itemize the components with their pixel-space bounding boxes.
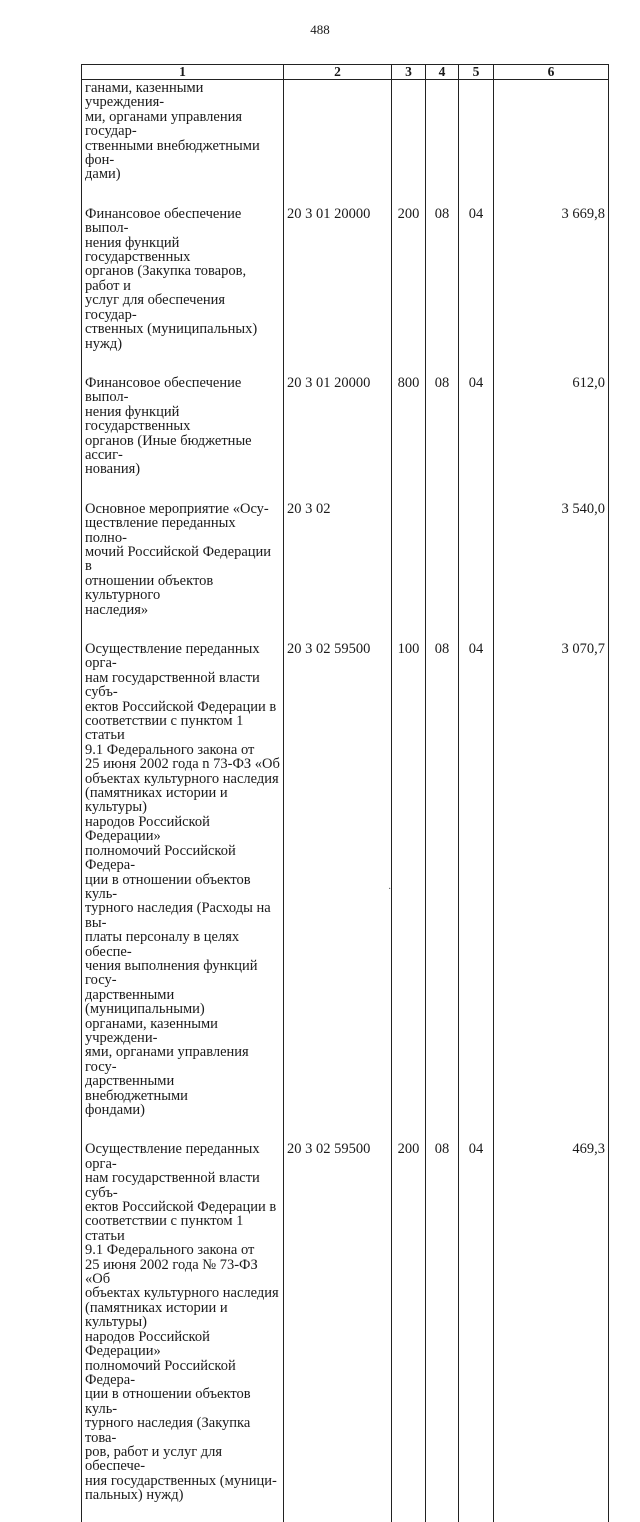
row-name-line: Осуществление переданных орга-: [85, 1141, 260, 1172]
header-cell: 5: [459, 65, 494, 80]
row-name-line: ганами, казенными учреждения-: [85, 80, 204, 111]
row-name-line: ществление переданных полно-: [85, 515, 236, 546]
row-name-line: нам государственной власти субъ-: [85, 1170, 260, 1201]
row-name-line: дарственными внебюджетными: [85, 1073, 188, 1104]
row-name-line: мочий Российской Федерации в: [85, 543, 272, 575]
row-amount: 612,0: [494, 370, 609, 496]
table-row: [82, 201, 609, 370]
row-name-line: ственных (муниципальных) нужд): [85, 321, 258, 352]
row-name-line: ями, органами управления госу-: [85, 1044, 249, 1075]
row-name-line: Финансовое обеспечение выпол-: [85, 205, 242, 237]
header-cell: 2: [284, 65, 392, 80]
scan-mark: ·: [388, 884, 392, 895]
row-name-line: наследия»: [85, 601, 149, 618]
row-name-line: соответствии с пунктом 1 статьи: [85, 1213, 244, 1244]
row-col5: 04: [459, 201, 494, 370]
row-name-line: нования): [85, 461, 141, 478]
row-col4: 08: [426, 636, 459, 1136]
page-number: 488: [310, 22, 330, 37]
row-name-line: ции в отношении объектов куль-: [85, 1386, 251, 1417]
row-name-line: ственными внебюджетными фон-: [85, 137, 260, 169]
row-col4: [426, 80, 459, 201]
budget-table: [81, 64, 609, 1522]
row-name-line: фондами): [85, 1102, 145, 1118]
row-code: 20 3 02 59500: [284, 636, 392, 1136]
table-row: [82, 496, 609, 636]
row-amount: 3 540,0: [494, 496, 609, 636]
row-name: [82, 80, 284, 201]
row-name-line: народов Российской Федерации»: [85, 813, 210, 845]
row-col3: 100: [392, 636, 426, 1136]
row-name-line: 25 июня 2002 года № 73-ФЗ «Об: [85, 1256, 258, 1288]
table-row: [82, 370, 609, 496]
row-name-line: отношении объектов культурного: [85, 572, 214, 604]
row-col4: 08: [426, 1136, 459, 1521]
row-col5: 04: [459, 370, 494, 496]
row-amount: [494, 80, 609, 201]
row-name-line: Финансовое обеспечение выпол-: [85, 374, 242, 406]
row-name-line: дами): [85, 166, 121, 183]
row-amount: 469,3: [494, 1136, 609, 1521]
row-name-line: нам государственной власти субъ-: [85, 669, 260, 701]
table-row: [82, 1136, 609, 1521]
row-name-line: 9.1 Федерального закона от: [85, 1242, 255, 1259]
row-name-line: турного наследия (Расходы на вы-: [85, 900, 271, 931]
row-name-line: турного наследия (Закупка това-: [85, 1415, 251, 1446]
table-row: [82, 80, 609, 201]
row-col5: 04: [459, 1136, 494, 1521]
row-name-line: платы персоналу в целях обеспе-: [85, 929, 240, 960]
header-cell: 3: [392, 65, 426, 80]
table-row: [82, 636, 609, 1136]
row-col3: [392, 496, 426, 636]
row-name-line: дарственными (муниципальными): [85, 986, 205, 1018]
row-amount: 3 070,7: [494, 636, 609, 1136]
row-col4: 08: [426, 370, 459, 496]
row-name-line: пальных) нужд): [85, 1487, 184, 1504]
row-name-line: услуг для обеспечения государ-: [85, 292, 226, 323]
row-name-line: объектах культурного наследия: [85, 770, 279, 787]
row-name-line: 9.1 Федерального закона от: [85, 741, 255, 758]
header-row: [82, 65, 609, 80]
row-code: 20 3 02: [284, 496, 392, 636]
row-name-line: ектов Российской Федерации в: [85, 698, 277, 715]
row-name-line: (памятниках истории и культуры): [85, 1299, 228, 1331]
header-cell: 6: [494, 65, 609, 80]
row-name-line: органами, казенными учреждени-: [85, 1015, 218, 1046]
row-col5: 04: [459, 636, 494, 1136]
row-name-line: полномочий Российской Федера-: [85, 1357, 236, 1388]
row-col5: [459, 496, 494, 636]
row-name-line: нения функций государственных: [85, 234, 191, 266]
row-name-line: Осуществление переданных орга-: [85, 641, 260, 672]
row-amount: 3 669,8: [494, 201, 609, 370]
row-name: [82, 1136, 284, 1521]
row-name-line: соответствии с пунктом 1 статьи: [85, 713, 244, 744]
row-col3: 200: [392, 1136, 426, 1521]
row-name: [82, 496, 284, 636]
row-col3: 800: [392, 370, 426, 496]
row-col4: [426, 496, 459, 636]
row-name-line: ми, органами управления государ-: [85, 108, 243, 140]
row-name: [82, 201, 284, 370]
row-name-line: органов (Закупка товаров, работ и: [85, 263, 247, 294]
row-name-line: народов Российской Федерации»: [85, 1328, 210, 1360]
row-name-line: ектов Российской Федерации в: [85, 1199, 277, 1216]
row-name-line: Основное мероприятие «Осу-: [85, 500, 269, 517]
row-name-line: (памятниках истории и культуры): [85, 785, 228, 816]
row-code: [284, 80, 392, 201]
row-name-line: органов (Иные бюджетные ассиг-: [85, 432, 252, 463]
row-col4: 08: [426, 201, 459, 370]
header-cell: 4: [426, 65, 459, 80]
row-name-line: ров, работ и услуг для обеспече-: [85, 1443, 223, 1475]
row-code: 20 3 01 20000: [284, 370, 392, 496]
row-name-line: ния государственных (муници-: [85, 1472, 277, 1489]
row-name-line: 25 июня 2002 года n 73-ФЗ «Об: [85, 756, 280, 773]
row-name: [82, 370, 284, 496]
row-name-line: нения функций государственных: [85, 403, 191, 435]
row-code: 20 3 02 59500: [284, 1136, 392, 1521]
row-name: [82, 636, 284, 1136]
header-cell: 1: [82, 65, 284, 80]
row-name-line: полномочий Российской Федера-: [85, 842, 236, 874]
row-name-line: объектах культурного наследия: [85, 1285, 279, 1302]
row-name-line: ции в отношении объектов куль-: [85, 871, 251, 902]
row-col3: [392, 80, 426, 201]
row-col5: [459, 80, 494, 201]
row-code: 20 3 01 20000: [284, 201, 392, 370]
row-name-line: чения выполнения функций госу-: [85, 957, 258, 989]
row-col3: 200: [392, 201, 426, 370]
